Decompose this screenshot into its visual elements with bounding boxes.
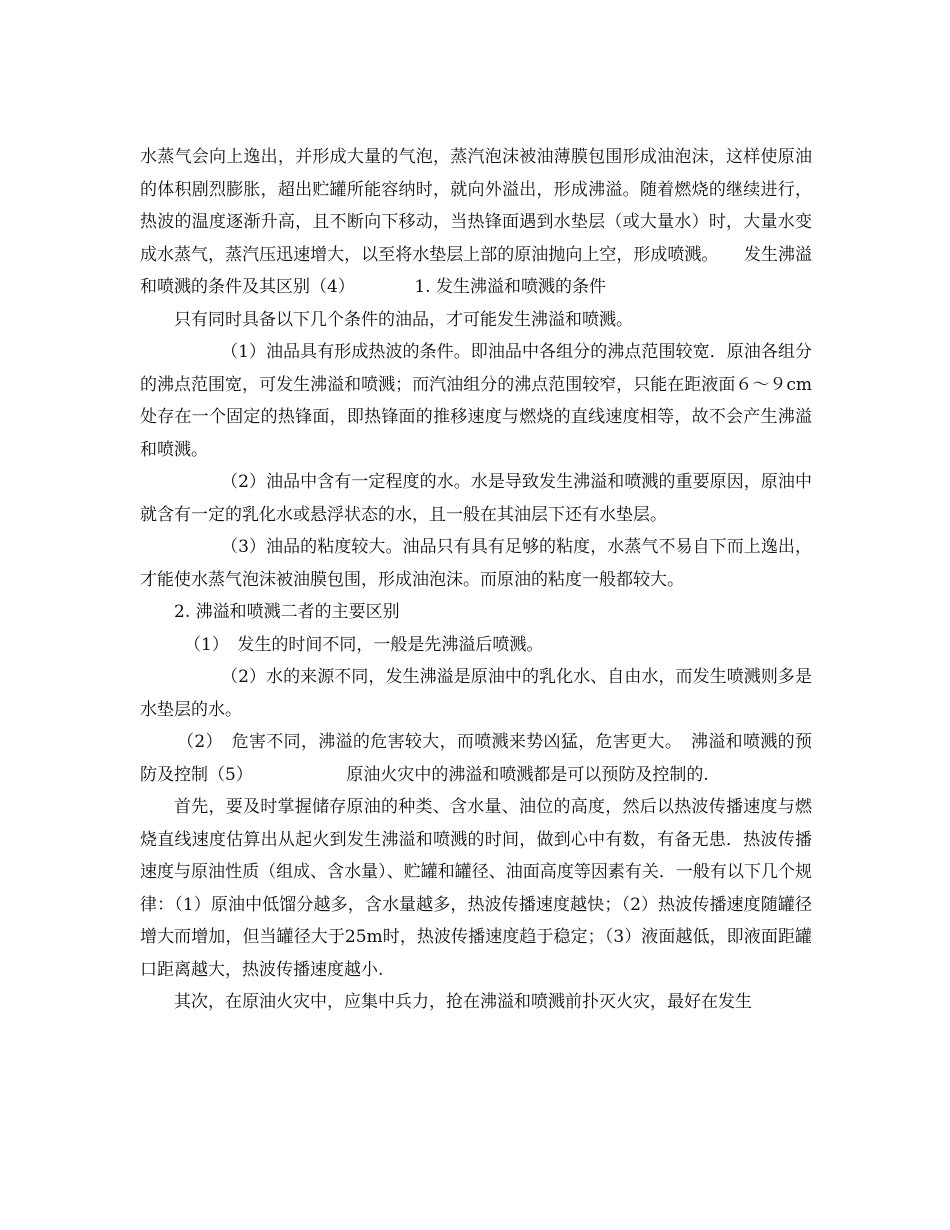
paragraph-condition-1: （1）油品具有形成热波的条件。即油品中各组分的沸点范围较宽．原油各组分的沸点范围宽，可发生沸溢和喷溅；而汽油组分的沸点范围较窄，只能在距液面６～９cm处存在一个固定的热锋面，即热锋面的推移速度与燃烧的直线速度相等，故不会产生沸溢和喷溅。: [140, 342, 812, 460]
paragraph-condition-3: （3）油品的粘度较大。油品只有具有足够的粘度，水蒸气不易自下而上逸出，才能使水蒸气泡沫被油膜包围，形成油泡沫。而原油的粘度一般都较大。: [140, 537, 812, 590]
paragraph-difference-1: （1） 发生的时间不同，一般是先沸溢后喷溅。: [184, 634, 544, 655]
paragraph-conditions-intro: 只有同时具备以下几个条件的油品，才可能发生沸溢和喷溅。: [174, 309, 633, 330]
paragraph-prevention-second: 其次，在原油火灾中，应集中兵力，抢在沸溢和喷溅前扑灭火灾，最好在发生: [174, 992, 752, 1012]
paragraph-difference-3: （2） 危害不同，沸溢的危害较大，而喷溅来势凶猛，危害更大。 沸溢和喷溅的预防及控制（5） 原油火灾中的沸溢和喷溅都是可以预防及控制的.: [140, 732, 812, 785]
paragraph-difference-2: （2）水的来源不同，发生沸溢是原油中的乳化水、自由水，而发生喷溅则多是水垫层的水。: [140, 667, 812, 720]
section-heading-differences: 2. 沸溢和喷溅二者的主要区别: [174, 602, 400, 622]
paragraph-prevention-first: 首先，要及时掌握储存原油的种类、含水量、油位的高度，然后以热波传播速度与燃烧直线速度估算出从起火到发生沸溢和喷溅的时间，做到心中有数，有备无患．热波传播速度与原油性质（组成、含水量）、贮罐和罐径、油面高度等因素有关．一般有以下几个规律：（1）原油中低馏分越多，含水量越多，热波传播速度越快；（2）热波传播速度随罐径增大而增加，但当罐径大于25m时，热波传播速度趋于稳定；（3）液面越低，即液面距罐口距离越大，热波传播速度越小.: [140, 797, 812, 980]
paragraph-boilover-mechanism: 水蒸气会向上逸出，并形成大量的气泡，蒸汽泡沫被油薄膜包围形成油泡沫，这样使原油的体积剧烈膨胀，超出贮罐所能容纳时，就向外溢出，形成沸溢。随着燃烧的继续进行，热波的温度逐渐升高，且不断向下移动，当热锋面遇到水垫层（或大量水）时，大量水变成水蒸气，蒸汽压迅速增大，以至将水垫层上部的原油抛向上空，形成喷溅。 发生沸溢和喷溅的条件及其区别（4） 1. 发生沸溢和喷溅的条件: [140, 147, 812, 297]
paragraph-condition-2: （2）油品中含有一定程度的水。水是导致发生沸溢和喷溅的重要原因，原油中就含有一定的乳化水或悬浮状态的水，且一般在其油层下还有水垫层。: [140, 472, 812, 525]
